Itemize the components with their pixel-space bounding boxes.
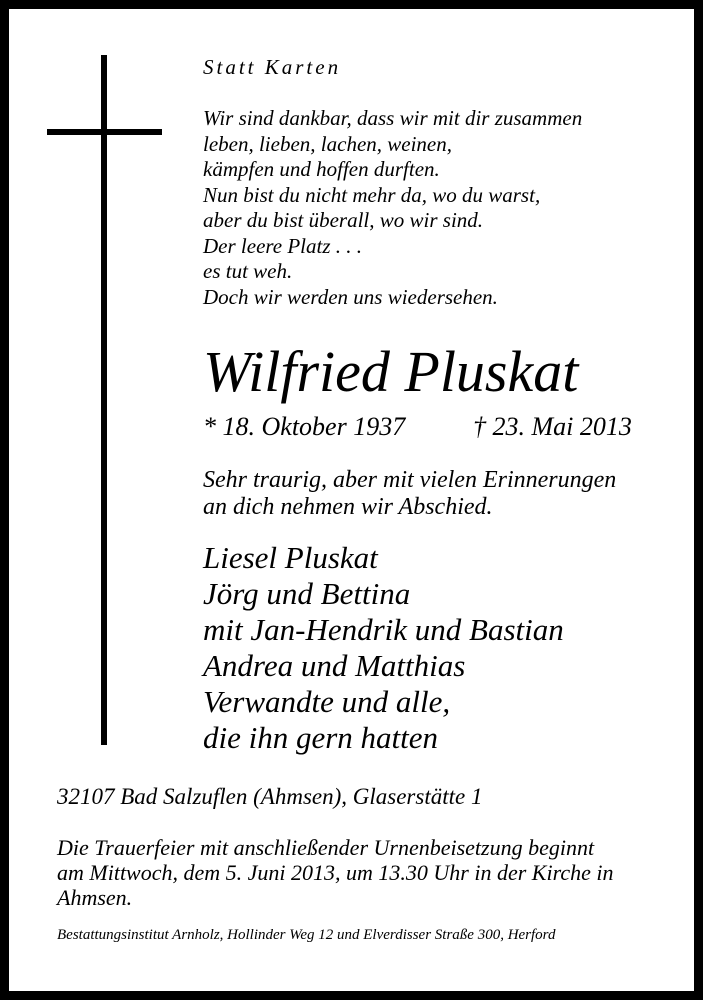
family-address: 32107 Bad Salzuflen (Ahmsen), Glaserstätte 1 [57,784,483,809]
service-line: am Mittwoch, dem 5. Juni 2013, um 13.30 Uhr in der Kirche in [57,860,614,885]
birth-date: * 18. Oktober 1937 [203,412,406,441]
mourner-line: die ihn gern hatten [203,720,439,755]
poem [203,106,582,310]
farewell-text [203,467,616,521]
cross-icon-horizontal-bar [47,129,162,135]
poem-line: Nun bist du nicht mehr da, wo du warst, [203,182,541,207]
poem-line: kämpfen und hoffen durften. [203,157,440,181]
funeral-home: Bestattungsinstitut Arnholz, Hollinder Weg 12 und Elverdisser Straße 300, Herford [57,927,556,943]
poem-line: aber du bist überall, wo wir sind. [203,208,484,232]
mourner-line: mit Jan-Hendrik und Bastian [203,612,564,647]
mourner-line: Liesel Pluskat [203,540,378,575]
poem-line: Wir sind dankbar, dass wir mit dir zusammen [203,106,583,130]
deceased-name: Wilfried Pluskat [203,339,579,404]
mourners-list [203,540,564,756]
poem-line: Doch wir werden uns wiedersehen. [203,284,498,309]
farewell-line: an dich nehmen wir Abschied. [203,494,493,520]
mourner-line: Jörg und Bettina [203,576,411,611]
cross-icon-vertical-bar [101,55,107,745]
preheading: Statt Karten [203,55,342,79]
mourner-line: Andrea und Matthias [203,648,466,683]
farewell-line: Sehr traurig, aber mit vielen Erinnerungen [203,467,617,493]
service-line: Ahmsen. [57,885,133,910]
service-line: Die Trauerfeier mit anschließender Urnenbeisetzung beginnt [57,835,595,860]
poem-line: es tut weh. [203,259,293,283]
service-info [57,835,613,910]
death-date: † 23. Mai 2013 [473,412,632,441]
mourner-line: Verwandte und alle, [203,684,451,719]
poem-line: Der leere Platz . . . [203,233,363,258]
poem-line: leben, lieben, lachen, weinen, [203,131,452,156]
